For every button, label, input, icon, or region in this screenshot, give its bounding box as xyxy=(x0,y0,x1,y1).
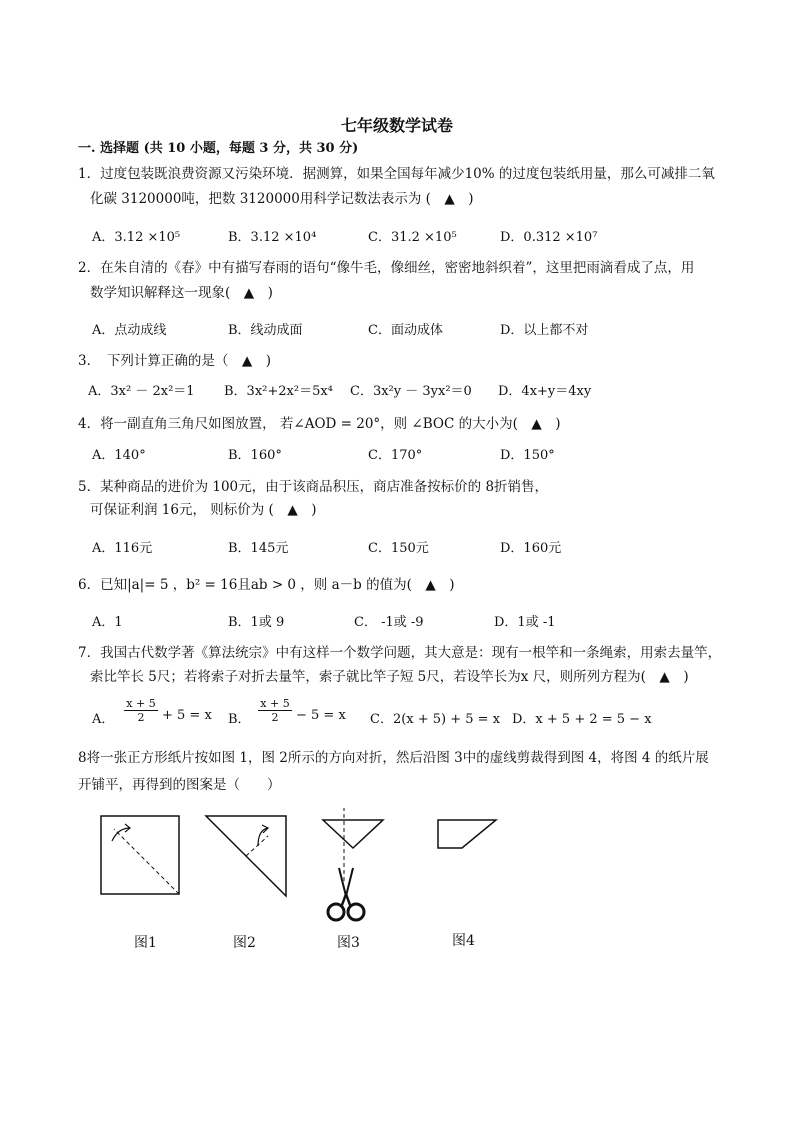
q2-option-b: B．线动成面 xyxy=(228,323,303,338)
q4-option-c: C．170° xyxy=(368,448,423,463)
figure-3-caption: 图3 xyxy=(337,935,360,951)
q3-option-d: D．4x+y＝4xy xyxy=(498,384,592,399)
q6-option-d: D．1或 -1 xyxy=(494,615,556,630)
figure-1-caption: 图1 xyxy=(134,935,157,951)
q5-option-c: C．150元 xyxy=(368,541,429,556)
q7-option-c: C．2(x + 5) + 5 = x xyxy=(370,712,501,727)
figure-2-triangle xyxy=(206,816,286,896)
figure-1-square xyxy=(101,816,179,894)
folding-figures xyxy=(90,808,510,938)
q1-option-c: C．31.2 ×10⁵ xyxy=(368,230,457,245)
question-7-line-1: 7．我国古代数学著《算法统宗》中有这样一个数学问题，其大意是：现有一根竿和一条绳索，用索去量竿， xyxy=(78,645,722,661)
figure-4-caption: 图4 xyxy=(452,933,475,949)
q7-b-denominator: 2 xyxy=(258,710,292,724)
q6-option-c: C． -1或 -9 xyxy=(354,615,424,630)
q7-option-b-fraction xyxy=(258,697,292,724)
q6-option-b: B．1或 9 xyxy=(228,615,285,630)
question-8-line-1: 8将一张正方形纸片按如图 1，图 2所示的方向对折，然后沿图 3中的虚线剪裁得到图 4，将图 4 的纸片展 xyxy=(78,750,709,766)
figure-3-cut xyxy=(323,808,383,920)
question-5-line-1: 5．某种商品的进价为 100元，由于该商品积压，商店准备按标价的 8折销售， xyxy=(78,479,549,495)
section-heading: 一. 选择题 (共 10 小题，每题 3 分，共 30 分) xyxy=(78,141,359,156)
question-5-line-2: 可保证利润 16元， 则标价为 ( ▲ ) xyxy=(90,502,317,518)
q5-option-a: A．116元 xyxy=(92,541,153,556)
q3-option-b: B．3x²+2x²＝5x⁴ xyxy=(224,384,333,399)
q7-option-b-rest: − 5 = x xyxy=(296,708,346,723)
q7-a-denominator: 2 xyxy=(124,710,158,724)
q7-option-b-label: B． xyxy=(228,712,251,727)
q7-b-numerator: x + 5 xyxy=(260,697,290,710)
q1-option-a: A．3.12 ×10⁵ xyxy=(92,230,181,245)
q2-option-a: A．点动成线 xyxy=(92,323,167,338)
q7-a-numerator: x + 5 xyxy=(126,697,156,710)
question-3-line-1: 3． 下列计算正确的是（ ▲ ) xyxy=(78,353,271,369)
q7-option-a-label: A． xyxy=(92,712,115,727)
q6-option-a: A．1 xyxy=(92,615,123,630)
question-6-line-1: 6．已知|a|= 5 ，b² = 16且ab > 0 ，则 a－b 的值为( ▲ ) xyxy=(78,577,455,593)
question-7-line-2: 索比竿长 5尺；若将索子对折去量竿，索子就比竿子短 5尺，若设竿长为x 尺，则所列方程为( ▲ ) xyxy=(90,669,689,685)
q4-option-d: D．150° xyxy=(500,448,555,463)
q7-option-a-fraction xyxy=(124,697,158,724)
q1-option-d: D．0.312 ×10⁷ xyxy=(500,230,598,245)
question-8-line-2: 开铺平，再得到的图案是（ ） xyxy=(78,777,281,793)
q7-option-a-rest: + 5 = x xyxy=(162,708,212,723)
q2-option-d: D．以上都不对 xyxy=(500,323,589,338)
question-4-line-1: 4．将一副直角三角尺如图放置， 若∠AOD = 20°，则 ∠BOC 的大小为( ▲ ) xyxy=(78,416,561,432)
page-title: 七年级数学试卷 xyxy=(340,116,453,135)
q4-option-b: B．160° xyxy=(228,448,282,463)
question-2-line-2: 数学知识解释这一现象( ▲ ) xyxy=(90,285,273,301)
q5-option-b: B．145元 xyxy=(228,541,289,556)
figure-2-caption: 图2 xyxy=(233,935,256,951)
q4-option-a: A．140° xyxy=(92,448,146,463)
q3-option-c: C．3x²y － 3yx²＝0 xyxy=(350,384,472,399)
q1-option-b: B．3.12 ×10⁴ xyxy=(228,230,317,245)
q7-option-d: D．x + 5 + 2 = 5 − x xyxy=(512,712,652,727)
question-2-line-1: 2．在朱自清的《春》中有描写春雨的语句“像牛毛，像细丝，密密地斜织着”，这里把雨滴看成了点，用 xyxy=(78,260,695,276)
q2-option-c: C．面动成体 xyxy=(368,323,443,338)
figure-4-result xyxy=(438,820,496,848)
q3-option-a: A．3x² － 2x²＝1 xyxy=(88,384,195,399)
question-1-line-2: 化碳 3120000吨，把数 3120000用科学记数法表示为 ( ▲ ) xyxy=(90,191,474,207)
question-1-line-1: 1．过度包装既浪费资源又污染环境．据测算，如果全国每年减少10% 的过度包装纸用量，那么可减排二氧 xyxy=(78,166,715,182)
q5-option-d: D．160元 xyxy=(500,541,562,556)
